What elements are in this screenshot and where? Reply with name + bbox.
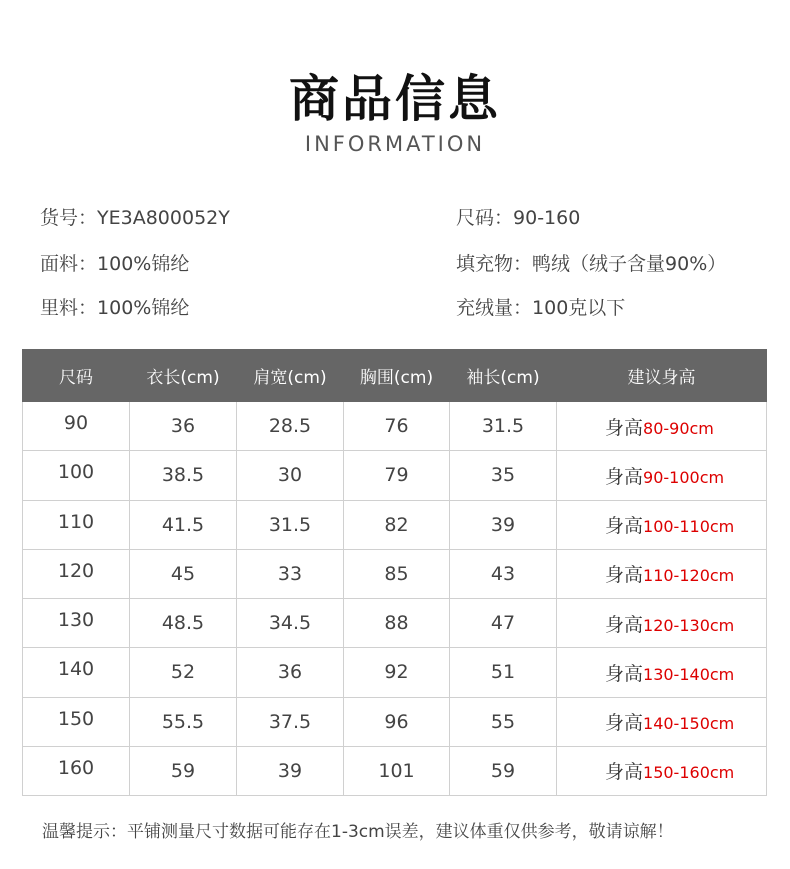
table-row: [23, 697, 767, 746]
info-label: 面料：: [40, 253, 98, 275]
info-item-lining: [40, 295, 189, 321]
height-range: 80-90cm: [643, 418, 714, 438]
cell-shoulder: 36: [237, 648, 344, 697]
height-prefix: 身高: [605, 515, 644, 538]
cell-size: 150: [23, 697, 130, 746]
cell-shoulder: 33: [237, 549, 344, 598]
info-label: 货号：: [40, 207, 98, 229]
info-value: 100%锦纶: [97, 297, 190, 319]
cell-shoulder: 34.5: [237, 599, 344, 648]
table-row: [23, 402, 767, 451]
table-row: [23, 599, 767, 648]
cell-size: 130: [23, 599, 130, 648]
cell-sleeve: 43: [450, 549, 557, 598]
page-title: 商品信息: [289, 70, 501, 128]
cell-chest: 101: [344, 746, 450, 795]
cell-size: 100: [23, 451, 130, 500]
height-range: 130-140cm: [643, 664, 735, 684]
header-sleeve: 袖长(cm): [450, 350, 557, 402]
info-item-size-range: [456, 205, 580, 231]
cell-length: 59: [130, 746, 237, 795]
cell-chest: 82: [344, 500, 450, 549]
cell-sleeve: 51: [450, 648, 557, 697]
cell-shoulder: 37.5: [237, 697, 344, 746]
cell-shoulder: 39: [237, 746, 344, 795]
cell-chest: 85: [344, 549, 450, 598]
cell-height: [557, 451, 767, 500]
cell-length: 55.5: [130, 697, 237, 746]
height-prefix: 身高: [605, 662, 644, 685]
measurement-note: 温馨提示：平铺测量尺寸数据可能存在1-3cm误差，建议体重仅供参考，敬请谅解！: [42, 822, 674, 842]
cell-sleeve: 31.5: [450, 402, 557, 451]
info-value: 鸭绒（绒子含量90%）: [532, 253, 727, 275]
table-row: [23, 648, 767, 697]
cell-length: 48.5: [130, 599, 237, 648]
cell-height: [557, 599, 767, 648]
info-label: 里料：: [40, 297, 98, 319]
height-prefix: 身高: [605, 416, 644, 439]
info-label: 充绒量：: [456, 297, 533, 319]
cell-size: 90: [23, 402, 130, 451]
cell-height: [557, 746, 767, 795]
table-row: [23, 746, 767, 795]
cell-chest: 92: [344, 648, 450, 697]
cell-shoulder: 28.5: [237, 402, 344, 451]
cell-sleeve: 47: [450, 599, 557, 648]
table-row: [23, 500, 767, 549]
table-row: [23, 549, 767, 598]
height-prefix: 身高: [605, 712, 644, 735]
cell-size: 110: [23, 500, 130, 549]
page-subtitle: INFORMATION: [304, 132, 486, 156]
cell-height: [557, 402, 767, 451]
info-value: 90-160: [513, 207, 581, 229]
cell-length: 41.5: [130, 500, 237, 549]
cell-shoulder: 30: [237, 451, 344, 500]
info-item-article-no: [40, 205, 230, 231]
cell-size: 140: [23, 648, 130, 697]
height-prefix: 身高: [605, 613, 644, 636]
info-item-filling: [456, 251, 726, 277]
info-value: 100%锦纶: [97, 253, 190, 275]
cell-height: [557, 648, 767, 697]
size-table-header: [23, 350, 767, 402]
cell-sleeve: 39: [450, 500, 557, 549]
info-item-fill-weight: [456, 295, 625, 321]
size-table: [22, 349, 767, 796]
cell-chest: 79: [344, 451, 450, 500]
height-range: 110-120cm: [643, 566, 735, 586]
header-height: 建议身高: [557, 350, 767, 402]
cell-size: 160: [23, 746, 130, 795]
cell-chest: 96: [344, 697, 450, 746]
header-size: 尺码: [23, 350, 130, 402]
cell-chest: 88: [344, 599, 450, 648]
cell-length: 36: [130, 402, 237, 451]
info-label: 尺码：: [456, 207, 514, 229]
cell-length: 52: [130, 648, 237, 697]
height-range: 150-160cm: [643, 763, 735, 783]
height-range: 120-130cm: [643, 615, 735, 635]
info-value: YE3A800052Y: [97, 207, 230, 229]
height-range: 140-150cm: [643, 714, 735, 734]
height-range: 100-110cm: [643, 517, 735, 537]
info-label: 填充物：: [456, 253, 533, 275]
header-shoulder: 肩宽(cm): [237, 350, 344, 402]
info-item-fabric: [40, 251, 189, 277]
table-row: [23, 451, 767, 500]
cell-shoulder: 31.5: [237, 500, 344, 549]
cell-length: 38.5: [130, 451, 237, 500]
cell-height: [557, 697, 767, 746]
cell-height: [557, 500, 767, 549]
cell-sleeve: 55: [450, 697, 557, 746]
cell-size: 120: [23, 549, 130, 598]
height-prefix: 身高: [605, 761, 644, 784]
cell-sleeve: 35: [450, 451, 557, 500]
cell-height: [557, 549, 767, 598]
info-value: 100克以下: [532, 297, 626, 319]
header-length: 衣长(cm): [130, 350, 237, 402]
height-range: 90-100cm: [643, 467, 725, 487]
cell-chest: 76: [344, 402, 450, 451]
height-prefix: 身高: [605, 564, 644, 587]
cell-sleeve: 59: [450, 746, 557, 795]
height-prefix: 身高: [605, 465, 644, 488]
header-chest: 胸围(cm): [344, 350, 450, 402]
cell-length: 45: [130, 549, 237, 598]
